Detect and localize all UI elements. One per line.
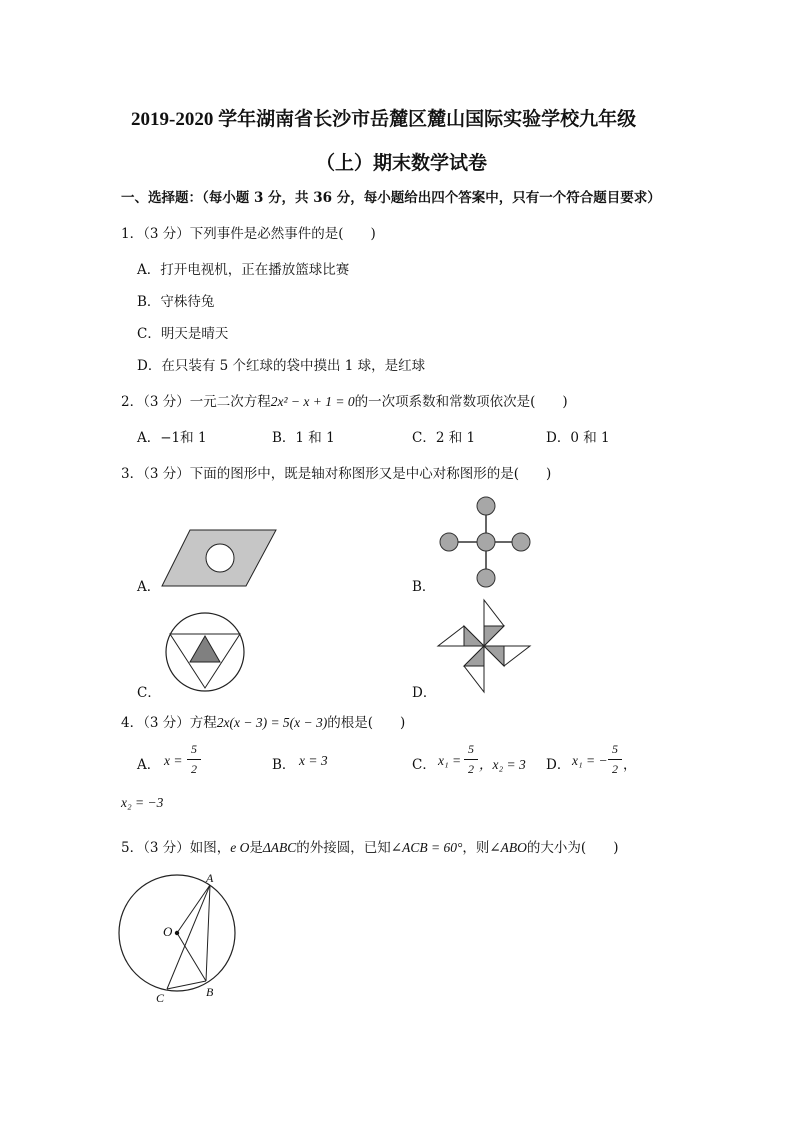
q3-label-b: B． <box>412 579 436 595</box>
q5-stem-mid1: 是 <box>249 840 263 856</box>
q4-option-c-numerator: 5 <box>468 742 474 756</box>
q4-option-a-label: A． <box>137 757 161 773</box>
q5-geometry-figure <box>118 868 248 1008</box>
q5-stem-before: 5．（3 分）如图， <box>121 840 231 856</box>
q1-option-d: D．在只装有 5 个红球的袋中摸出 1 球，是红球 <box>137 358 426 374</box>
q4-option-a-numerator: 5 <box>191 742 197 756</box>
page-title-line2: （上）期末数学试卷 <box>316 153 488 174</box>
question-1-stem: 1．（3 分）下列事件是必然事件的是( ) <box>121 226 376 242</box>
q2-option-b: B．1 和 1 <box>272 430 335 446</box>
q5-point-c-label: C <box>156 991 165 1005</box>
q4-option-d-fraction-bar <box>608 759 622 760</box>
q2-option-c: C．2 和 1 <box>412 430 476 446</box>
q1-option-c: C．明天是晴天 <box>137 326 229 342</box>
figure-d-pinwheel <box>436 598 532 694</box>
question-4-stem <box>121 711 405 731</box>
q5-circle-symbol: e O <box>230 840 250 855</box>
q2-stem-before: 2．（3 分）一元二次方程 <box>121 394 271 410</box>
q5-stem-mid2: 的外接圆，已知 <box>296 840 391 856</box>
question-3-stem: 3．（3 分）下面的图形中，既是轴对称图形又是中心对称图形的是( ) <box>121 466 552 482</box>
section-header: 一、选择题：（每小题 3 分，共 36 分，每小题给出四个答案中，只有一个符合题目要求） <box>121 190 661 206</box>
q5-point-o-label: O <box>163 924 173 939</box>
q4-option-c-var: x₁ = <box>438 753 462 768</box>
page-title-line1: 2019-2020 学年湖南省长沙市岳麓区麓山国际实验学校九年级 <box>131 109 637 130</box>
q4-option-d-label: D． <box>546 757 571 773</box>
q4-option-b-label: B． <box>272 757 296 773</box>
q4-option-d-var: x₁ = − <box>572 753 608 768</box>
q4-option-a-var: x = <box>164 753 183 768</box>
q5-point-a-label: A <box>206 871 214 885</box>
q4-option-c-label: C． <box>412 757 436 773</box>
figure-a-parallelogram <box>160 528 280 588</box>
q4-stem-after: 的根是( ) <box>327 715 406 731</box>
q4-equation: 2x(x − 3) = 5(x − 3) <box>216 715 328 730</box>
q4-option-d-denominator: 2 <box>612 762 618 776</box>
question-2-stem <box>121 390 568 410</box>
q4-option-b-eq: x = 3 <box>299 753 328 768</box>
q5-stem-after: 的大小为( ) <box>526 840 619 856</box>
q4-option-d-line2: x₂ = −3 <box>121 795 164 810</box>
q5-point-b-label: B <box>206 985 214 999</box>
figure-b-circle-cross <box>436 494 532 590</box>
q5-triangle: ΔABC <box>262 840 297 855</box>
q2-equation: 2x² − x + 1 = 0 <box>270 394 355 409</box>
q3-label-a: A． <box>137 579 161 595</box>
q2-option-d: D．0 和 1 <box>546 430 610 446</box>
q1-option-a: A．打开电视机，正在播放篮球比赛 <box>137 262 350 278</box>
q5-given-angle: ∠ACB = 60° <box>390 840 463 855</box>
q2-option-a: A．−1和 1 <box>137 430 207 446</box>
q4-option-a-denominator: 2 <box>191 762 197 776</box>
figure-c-circle-triangles <box>162 612 250 694</box>
q4-option-a-fraction-bar <box>187 759 201 760</box>
q4-option-d-comma: ， <box>623 757 637 773</box>
question-5-stem <box>121 836 618 856</box>
q4-option-c-denominator: 2 <box>468 762 474 776</box>
q3-label-d: D． <box>412 685 437 701</box>
q4-option-c-fraction-bar <box>464 759 478 760</box>
q3-label-c: C． <box>137 685 161 701</box>
q5-stem-mid3: ，则 <box>462 840 490 856</box>
q1-option-b: B．守株待兔 <box>137 294 215 310</box>
q2-stem-after: 的一次项系数和常数项依次是( ) <box>354 394 568 410</box>
q4-stem-before: 4．（3 分）方程 <box>121 715 217 731</box>
q5-asked-angle: ∠ABO <box>489 840 527 855</box>
q4-option-d-numerator: 5 <box>612 742 618 756</box>
q4-option-c-rest: ，x₂ = 3 <box>479 757 526 772</box>
